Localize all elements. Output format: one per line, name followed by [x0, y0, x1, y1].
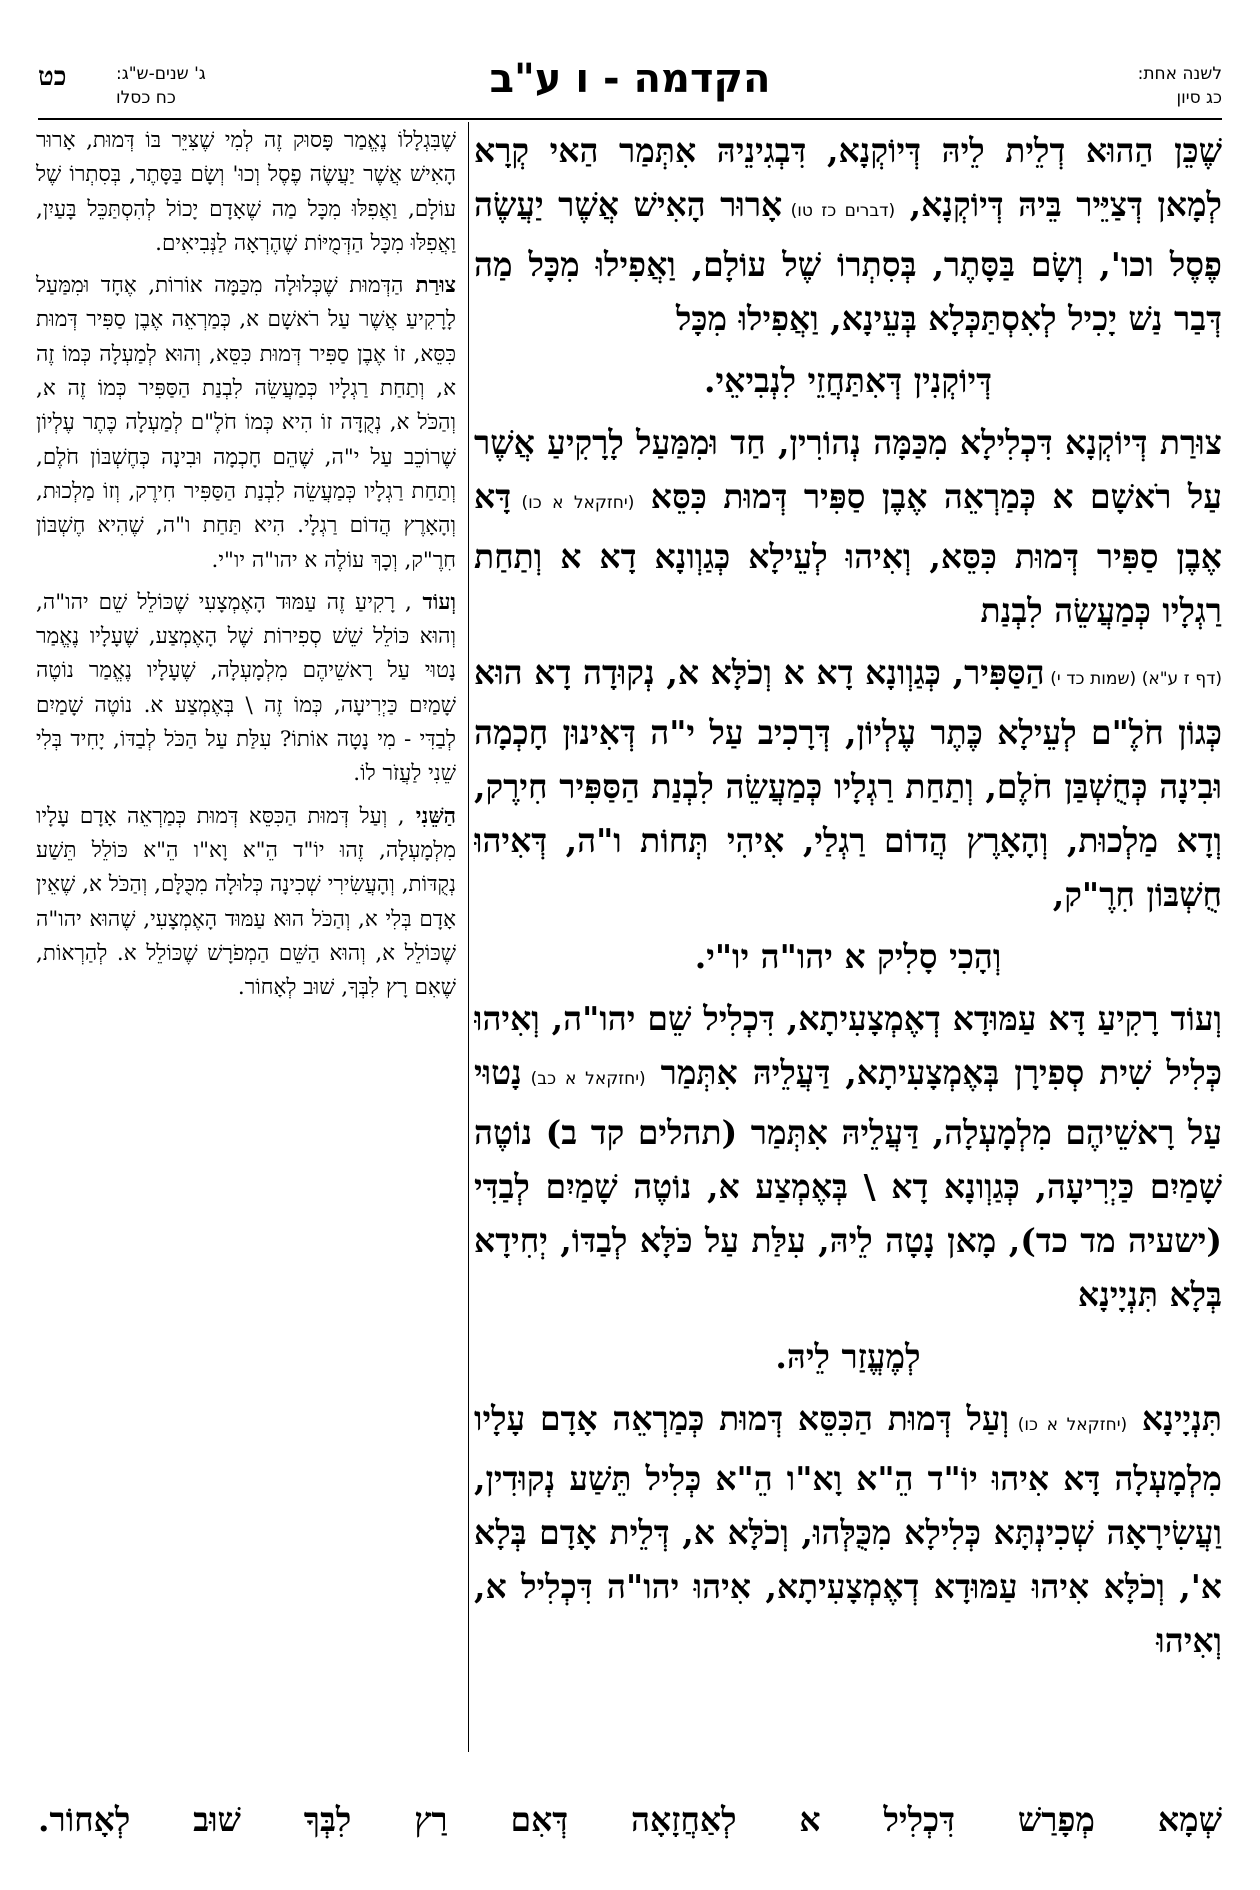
translation-paragraph	[36, 269, 456, 578]
lead-word: הַשֵּׁנִי	[404, 803, 456, 829]
main-paragraph	[474, 416, 1222, 638]
main-text: וְעַל דְּמוּת הַכִּסֵּא דְּמוּת כְּמַרְאֵה אָדָם עָלָיו מִלְמָעְלָה דָּא אִיהוּ יוֹ"ד הֵ"א וָא"ו הֵ"א כְּלִיל תֵּשַׁע נְקוּדִין, וַעֲשִׂירָאָה שְׁכִינְתָּא כְּלִילָא מִכֻּלְּהוּ, וְכֹלָּא א, דְּלֵית אָדָם בְּלָא א', וְכֹלָּא אִיהוּ עַמּוּדָא דְאֶמְצָעִיתָא, אִיהוּ יהו"ה דִּכְלִיל א, וְאִיהוּ	[474, 1399, 1222, 1660]
main-text: צוּרַת דְּיוֹקְנָא דִּכְלִילָא מִכַּמָּה נְהוֹרִין, חַד וּמִמַּעַל לָרָקִיעַ אֲשֶׁר עַל רֹאשָׁם א כְּמַרְאֵה אֶבֶן סַפִּיר דְּמוּת כִּסֵּא	[474, 423, 1222, 516]
main-paragraph	[474, 1392, 1222, 1668]
main-text: נָטוּי עַל רָאשֵׁיהֶם מִלְמָעְלָה, דַּעֲלֵיהּ אִתְּמַר (תהלים קד ב) נוֹטֶה שָׁמַיִם כַּיְרִיעָה, כְּגַוְונָא דָא \ בְּאֶמְצַע א, נוֹטֶה שָׁמַיִם לְבַדִּי (ישעיה מד כד), מָאן נָטָה לֵיהּ, עִלַּת עַל כֹּלָּא לְבַדּוֹ, יְחִידָא בְּלָא תִּנְיָינָא	[474, 1053, 1222, 1314]
header-rule	[38, 118, 1222, 120]
main-paragraph	[474, 646, 1222, 922]
lead-word: צוּרַת	[403, 273, 456, 299]
translation-text: , רָקִיעַ זֶה עַמּוּד הָאֶמְצָעִי שֶׁכּוֹלֵל שֵׁם יהו"ה, וְהוּא כּוֹלֵל שֵׁשׁ סְפִירוֹת שֶׁל הָאֶמְצַע, שֶׁעָלָיו נֶאֱמַר נָטוּי עַל רָאשֵׁיהֶם מִלְמָעְלָה, שֶׁעָלָיו נֶאֱמַר נוֹטֶה שָׁמַיִם כַּיְרִיעָה, כְּמוֹ זֶה \ בְּאֶמְצַע א. נוֹטֶה שָׁמַיִם לְבַדִּי - מִי נָטָה אוֹתוֹ? עִלַּת עַל הַכֹּל לְבַדּוֹ, יָחִיד בְּלִי שֵׁנִי לַעֲזֹר לוֹ.	[36, 589, 456, 787]
main-text: תִּנְיָינָא	[1127, 1399, 1222, 1438]
main-paragraph	[474, 930, 1222, 984]
main-text: וְעוֹד רָקִיעַ דָּא עַמּוּדָא דְאֶמְצָעִיתָא, דִּכְלִיל שֵׁם יהו"ה, וְאִיהוּ כְּלִיל שִׁית סְפִירָן בְּאֶמְצָעִיתָא, דַּעֲלֵיהּ אִתְּמַר	[474, 999, 1222, 1092]
header-three-year-date: כח כסלו	[116, 88, 176, 108]
aramaic-column	[474, 124, 1222, 1754]
main-paragraph	[474, 354, 1222, 408]
main-text: וְהָכִי סָלִיק א יהו"ה יו"י.	[694, 937, 1002, 976]
main-paragraph	[474, 992, 1222, 1322]
main-paragraph	[474, 1330, 1222, 1384]
page-number: כט	[38, 62, 67, 92]
main-text: לְמֶעֱזַר לֵיהּ.	[775, 1337, 921, 1376]
column-divider	[468, 122, 469, 1752]
header-one-year-date: כג סיון	[1176, 88, 1222, 108]
main-paragraph	[474, 124, 1222, 346]
page-title: הקדמה - ו ע"ב	[489, 56, 771, 102]
main-text: דָּא אֶבֶן סַפִּיר דְּמוּת כִּסֵּא, וְאִיהוּ לְעֵילָא כְּגַוְונָא דָא א וְתַחַת רַגְלָיו כְּמַעֲשֵׂה לִבְנַת	[474, 477, 1222, 630]
header-left	[116, 62, 206, 110]
translation-text: , וְעַל דְּמוּת הַכִּסֵּא דְּמוּת כְּמַרְאֵה אָדָם עָלָיו מִלְמָעְלָה, זֶהוּ יוֹ"ד הֵ"א וָא"ו הֵ"א כּוֹלֵל תֵּשַׁע נְקֻדּוֹת, וְהָעֲשִׂירִי שְׁכִינָה כְּלוּלָה מִכֻּלָּם, וְהַכֹּל א, שֶׁאֵין אָדָם בְּלִי א, וְהַכֹּל הוּא עַמּוּד הָאֶמְצָעִי, שֶׁהוּא יהו"ה שֶׁכּוֹלֵל א, וְהוּא הַשֵּׁם הַמְפֹרָשׁ שֶׁכּוֹלֵל א. לְהַרְאוֹת, שֶׁאִם רָץ לִבְּךָ, שׁוּב לְאָחוֹר.	[36, 803, 456, 1001]
source-reference: (דף ז ע"א) (שמות כד י)	[1044, 669, 1222, 689]
lead-word: וְעוֹד	[411, 589, 456, 615]
source-reference: (יחזקאל א כב)	[521, 1069, 646, 1089]
translation-paragraph	[36, 800, 456, 1006]
source-reference: (דברים כז טו)	[782, 201, 896, 221]
header-one-year-label: לשנה אחת:	[1137, 64, 1222, 84]
main-text: אָרוּר הָאִישׁ אֲשֶׁר יַעֲשֶׂה פֶסֶל וכו', וְשָׂם בַּסָּתֶר, בְּסִתְרוֹ שֶׁל עוֹלָם, וַאֲפִילוּ מִכָּל מַה דְּבַר נַשׁ יָכִיל לְאִסְתַּכְּלָא בְּעֵינָא, וַאֲפִילוּ מִכָּל	[474, 185, 1222, 338]
translation-column	[36, 124, 456, 1754]
main-text: דְּיוֹקְנִין דְּאִתַּחֲזֵי לִנְבִיאֵי.	[703, 361, 993, 400]
translation-text: הַדְּמוּת שֶׁכְּלוּלָה מִכַּמָּה אוֹרוֹת, אֶחָד וּמִמַּעַל לָרָקִיעַ אֲשֶׁר עַל רֹאשָׁם א, כְּמַרְאֵה אֶבֶן סַפִּיר דְּמוּת כִּסֵּא, זוֹ אֶבֶן סַפִּיר דְּמוּת כִּסֵּא, וְהוּא לְמַעְלָה כְּמוֹ זֶה א, וְתַחַת רַגְלָיו כְּמַעֲשֵׂה לִבְנַת הַסַּפִּיר כְּמוֹ זֶה א, וְהַכֹּל א, נְקֻדָּה זוֹ הִיא כְּמוֹ חֹלֶ"ם לְמַעְלָה כֶּתֶר עֶלְיוֹן שֶׁרוֹכֵב עַל י"ה, שֶׁהֵם חָכְמָה וּבִינָה כְּחֶשְׁבּוֹן חֹלֶם, וְתַחַת רַגְלָיו כְּמַעֲשֵׂה לִבְנַת הַסַּפִּיר חִירֶק, וְזוֹ מַלְכוּת, וְהָאָרֶץ הֲדוֹם רַגְלָי. הִיא תַּחַת ו"ה, שֶׁהִיא חֶשְׁבּוֹן חִרֶ"ק, וְכָךְ עוֹלֶה א יהו"ה יו"י.	[36, 273, 456, 573]
bottom-line: שְׁמָא מְפָרַשׁ דִּכְלִיל א לְאַחֲזָאָה דְּאִם רַץ לִבְּךָ שׁוּב לְאָחוֹר.	[38, 1800, 1222, 1839]
translation-paragraph	[36, 124, 456, 261]
main-text: הַסַּפִּיר, כְּגַוְונָא דָא א וְכֹלָּא א, נְקוּדָה דָא הוּא כְּגוֹן חֹלֶ"ם לְעֵילָא כֶּתֶר עֶלְיוֹן, דְּרָכִיב עַל י"ה דְּאִינוּן חָכְמָה וּבִינָה כְּחֻשְׁבַּן חֹלֶם, וְתַחַת רַגְלָיו כְּמַעֲשֵׂה לִבְנַת הַסַּפִּיר חִירֶק, וְדָא מַלְכוּת, וְהָאָרֶץ הֲדוֹם רַגְלַי, אִיהִי תְּחוֹת ו"ה, דְּאִיהוּ חֻשְׁבּוֹן חִרֶ"ק,	[474, 653, 1222, 914]
main-text: שֶׁכֵּן הַהוּא דְלֵית לֵיהּ דְּיוֹקְנָא, דִּבְגִינֵיהּ אִתְּמַר הַאי קְרָא לְמָאן דְּצַיֵּיר בֵּיהּ דְּיוֹקְנָא,	[474, 131, 1222, 224]
header-three-year-label: ג' שנים-ש"ג:	[116, 64, 206, 84]
translation-text: שֶׁבִּגְלָלוֹ נֶאֱמַר פָּסוּק זֶה לְמִי שֶׁצִּיֵּר בּוֹ דְּמוּת, אָרוּר הָאִישׁ אֲשֶׁר יַעֲשֶׂה פֶסֶל וְכוּ' וְשָׂם בַּסָּתֶר, בְּסִתְרוֹ שֶׁל עוֹלָם, וַאֲפִלּוּ מִכָּל מַה שֶׁאָדָם יָכוֹל לְהִסְתַּכֵּל בָּעַיִן, וַאֲפִלּוּ מִכָּל הַדְּמֻיּוֹת שֶׁהֶרְאָה לַנְּבִיאִים.	[36, 128, 456, 256]
translation-paragraph	[36, 586, 456, 792]
source-reference: (יחזקאל א כו)	[1009, 1415, 1128, 1435]
source-reference: (יחזקאל א כו)	[511, 493, 635, 513]
